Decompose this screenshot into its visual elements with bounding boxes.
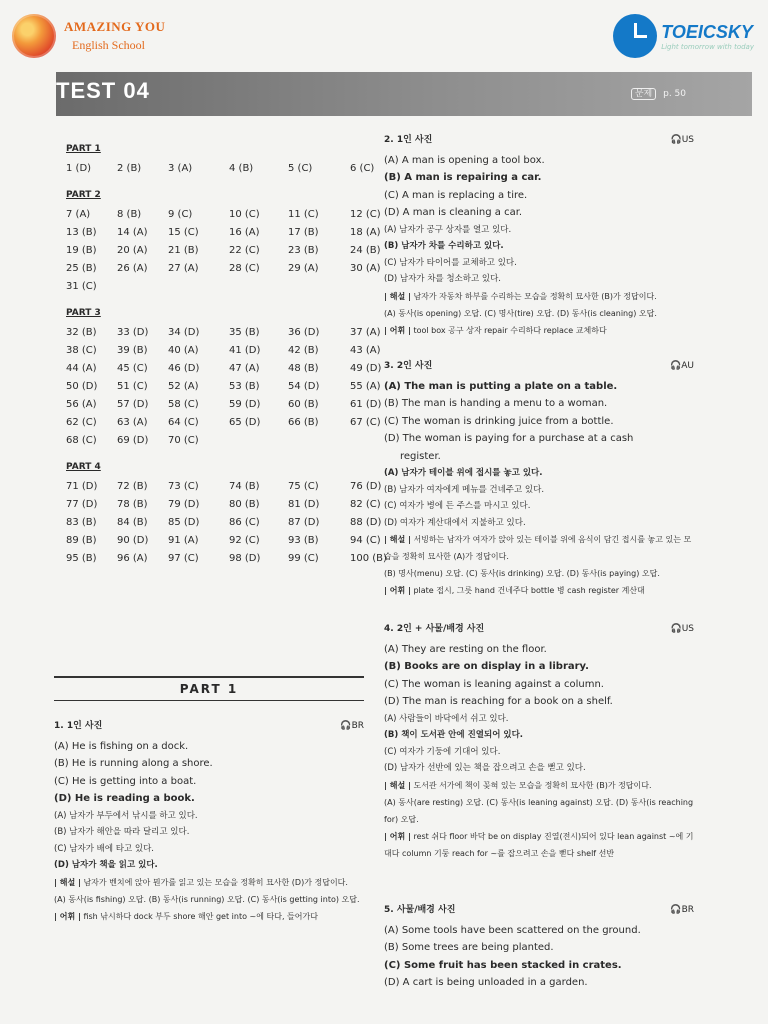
answer-item: 40 (A) bbox=[168, 345, 199, 356]
answer-item: 66 (B) bbox=[288, 417, 319, 428]
answer-item: 97 (C) bbox=[168, 553, 199, 564]
wrong-answers: (A) 동사(is fishing) 오답. (B) 동사(is running) 오답. (C) 동사(is getting into) 오답. bbox=[54, 894, 360, 904]
answer-item: 94 (C) bbox=[350, 535, 381, 546]
brand-name: TOEICSKY bbox=[661, 21, 753, 42]
answer-item: 47 (A) bbox=[229, 363, 260, 374]
answer-item: 69 (D) bbox=[117, 435, 149, 446]
option: (D) A man is cleaning a car. bbox=[384, 207, 523, 218]
option: (C) The woman is leaning against a column. bbox=[384, 678, 604, 690]
wrong-answers: (A) 동사(is opening) 오답. (C) 명사(tire) 오답. (D) 동사(is cleaning) 오답. bbox=[384, 308, 657, 318]
answer-item: 11 (C) bbox=[288, 209, 319, 220]
vocabulary: | 어휘 | rest 쉬다 floor 바닥 be on display 진열(전시)되어 있다 lean against ~에 기대다 column 기둥 reach for ~를 잡으려고 손을 뻗다 shelf 선반 bbox=[384, 831, 694, 858]
option: (A) Some tools have been scattered on the ground. bbox=[384, 924, 641, 936]
answer-item: 56 (A) bbox=[66, 399, 97, 410]
translation: (C) 여자가 병에 든 주스를 마시고 있다. bbox=[384, 501, 531, 511]
correct-option: (D) He is reading a book. bbox=[54, 793, 195, 804]
answer-item: 45 (C) bbox=[117, 363, 148, 374]
answer-item: 23 (B) bbox=[288, 245, 319, 256]
answer-item: 38 (C) bbox=[66, 345, 97, 356]
answer-item: 84 (B) bbox=[117, 517, 148, 528]
answer-key-part3 bbox=[66, 308, 382, 446]
answer-item: 57 (D) bbox=[117, 399, 149, 410]
answer-item: 99 (C) bbox=[288, 553, 319, 564]
option: (C) The woman is drinking juice from a bottle. bbox=[384, 415, 614, 427]
answer-item: 6 (C) bbox=[350, 163, 375, 174]
translation: (A) 남자가 공구 상자를 열고 있다. bbox=[384, 224, 512, 235]
answer-item: 39 (B) bbox=[117, 345, 148, 356]
answer-item: 85 (D) bbox=[168, 517, 200, 528]
answer-item: 4 (B) bbox=[229, 163, 254, 174]
option: (B) The man is handing a menu to a woman. bbox=[384, 398, 608, 409]
divider bbox=[54, 700, 364, 701]
answer-item: 14 (A) bbox=[117, 227, 148, 238]
answer-item: 12 (C) bbox=[350, 209, 381, 220]
explanation: | 해설 | 남자가 벤치에 앉아 뭔가를 읽고 있는 모습을 정확히 묘사한 (D)가 정답이다. bbox=[54, 877, 348, 887]
page-ref-number: p. 50 bbox=[663, 89, 686, 99]
option: (A) They are resting on the floor. bbox=[384, 643, 547, 655]
answer-item: 34 (D) bbox=[168, 327, 200, 338]
answer-item: 78 (B) bbox=[117, 499, 148, 510]
answer-item: 76 (D) bbox=[350, 481, 382, 492]
option: (C) He is getting into a boat. bbox=[54, 775, 197, 787]
speaker-accent: 🎧US bbox=[670, 624, 694, 634]
answer-item: 20 (A) bbox=[117, 245, 148, 256]
answer-item: 62 (C) bbox=[66, 417, 97, 428]
answer-item: 24 (B) bbox=[350, 245, 381, 256]
answer-item: 80 (B) bbox=[229, 499, 260, 510]
answer-item: 72 (B) bbox=[117, 481, 148, 492]
brand-logo bbox=[613, 14, 754, 58]
explanation: | 해설 | 남자가 자동차 하부를 수리하는 모습을 정확히 묘사한 (B)가 정답이다. bbox=[384, 291, 657, 301]
answer-item: 8 (B) bbox=[117, 209, 142, 220]
answer-item: 50 (D) bbox=[66, 381, 98, 392]
answer-item: 41 (D) bbox=[229, 345, 261, 356]
option: (B) Some trees are being planted. bbox=[384, 942, 554, 953]
answer-grid bbox=[66, 327, 382, 446]
translation: (C) 남자가 배에 타고 있다. bbox=[54, 843, 154, 854]
divider bbox=[54, 676, 364, 678]
section-title: PART 1 bbox=[179, 682, 239, 696]
question-3 bbox=[384, 358, 694, 599]
question-title: 2. 1인 사진 bbox=[384, 135, 433, 145]
answer-item: 17 (B) bbox=[288, 227, 319, 238]
answer-item: 30 (A) bbox=[350, 263, 381, 274]
speaker-accent: 🎧BR bbox=[670, 905, 694, 915]
answer-item: 19 (B) bbox=[66, 245, 97, 256]
answer-grid bbox=[66, 209, 381, 292]
translation-correct: (D) 남자가 책을 읽고 있다. bbox=[54, 860, 158, 870]
clock-icon bbox=[613, 14, 657, 58]
translation: (D) 남자가 선반에 있는 책을 잡으려고 손을 뻗고 있다. bbox=[384, 763, 586, 773]
question-title: 4. 2인 + 사물/배경 사진 bbox=[384, 624, 485, 634]
answer-item: 9 (C) bbox=[168, 209, 193, 220]
question-title: 3. 2인 사진 bbox=[384, 361, 433, 371]
option: (D) The man is reaching for a book on a shelf. bbox=[384, 696, 613, 707]
answer-item: 3 (A) bbox=[168, 163, 193, 174]
answer-item: 96 (A) bbox=[117, 553, 148, 564]
wrong-answers: (A) 동사(are resting) 오답. (C) 동사(is leaning against) 오답. (D) 동사(is reaching for) 오답. bbox=[384, 797, 694, 824]
translation-correct: (A) 남자가 테이블 위에 접시를 놓고 있다. bbox=[384, 468, 543, 478]
test-title-bar bbox=[56, 72, 752, 116]
answer-item: 10 (C) bbox=[229, 209, 260, 220]
answer-item: 92 (C) bbox=[229, 535, 260, 546]
answer-item: 42 (B) bbox=[288, 345, 319, 356]
answer-key bbox=[66, 144, 387, 580]
answer-item: 22 (C) bbox=[229, 245, 260, 256]
answer-item: 70 (C) bbox=[168, 435, 199, 446]
speaker-accent: 🎧US bbox=[670, 135, 694, 145]
answer-item: 93 (B) bbox=[288, 535, 319, 546]
answer-item: 77 (D) bbox=[66, 499, 98, 510]
question-2 bbox=[384, 132, 694, 339]
answer-item: 51 (C) bbox=[117, 381, 148, 392]
page-reference bbox=[631, 86, 686, 99]
answer-item bbox=[229, 435, 288, 446]
vocabulary: | 어휘 | plate 접시, 그릇 hand 건네주다 bottle 병 cash register 계산대 bbox=[384, 586, 645, 595]
answer-key-part4 bbox=[66, 462, 387, 564]
question-4 bbox=[384, 621, 694, 862]
answer-item: 43 (A) bbox=[350, 345, 381, 356]
translation: (B) 남자가 해안을 따라 달리고 있다. bbox=[54, 827, 190, 837]
answer-item: 48 (B) bbox=[288, 363, 319, 374]
translation: (B) 남자가 여자에게 메뉴를 건네주고 있다. bbox=[384, 484, 545, 495]
correct-option: (B) A man is repairing a car. bbox=[384, 172, 542, 183]
answer-item: 82 (C) bbox=[350, 499, 381, 510]
translation: (A) 사람들이 바닥에서 쉬고 있다. bbox=[384, 713, 509, 724]
question-5 bbox=[384, 902, 694, 992]
answer-item: 67 (C) bbox=[350, 417, 381, 428]
answer-item: 86 (C) bbox=[229, 517, 260, 528]
part-label: PART 1 bbox=[66, 144, 101, 154]
option: (A) He is fishing on a dock. bbox=[54, 740, 189, 752]
school-logo-icon bbox=[12, 14, 56, 58]
speaker-accent: 🎧AU bbox=[670, 361, 694, 371]
answer-item: 31 (C) bbox=[66, 281, 97, 292]
option: (D) A cart is being unloaded in a garden. bbox=[384, 977, 588, 988]
answer-key-part2 bbox=[66, 190, 381, 292]
vocabulary: | 어휘 | fish 낚시하다 dock 부두 shore 해안 get into ~에 타다, 들어가다 bbox=[54, 911, 318, 921]
answer-item: 58 (C) bbox=[168, 399, 199, 410]
answer-item: 75 (C) bbox=[288, 481, 319, 492]
answer-item: 52 (A) bbox=[168, 381, 199, 392]
answer-item: 27 (A) bbox=[168, 263, 199, 274]
answer-item: 71 (D) bbox=[66, 481, 98, 492]
answer-item: 36 (D) bbox=[288, 327, 320, 338]
answer-item: 2 (B) bbox=[117, 163, 142, 174]
answer-item: 21 (B) bbox=[168, 245, 199, 256]
answer-item: 1 (D) bbox=[66, 163, 92, 174]
answer-item: 73 (C) bbox=[168, 481, 199, 492]
answer-key-part1 bbox=[66, 144, 375, 174]
answer-item: 64 (C) bbox=[168, 417, 199, 428]
correct-option: (A) The man is putting a plate on a table. bbox=[384, 380, 618, 392]
part1-section-header bbox=[54, 676, 364, 701]
correct-option: (C) Some fruit has been stacked in crates. bbox=[384, 959, 622, 971]
answer-item: 74 (B) bbox=[229, 481, 260, 492]
option-continued: register. bbox=[400, 450, 441, 462]
brand-tagline: Light tomorrow with today bbox=[661, 42, 754, 51]
question-title: 5. 사물/배경 사진 bbox=[384, 905, 456, 915]
answer-item: 5 (C) bbox=[288, 163, 313, 174]
answer-item: 65 (D) bbox=[229, 417, 261, 428]
school-logo bbox=[12, 14, 165, 58]
answer-grid bbox=[66, 481, 387, 564]
answer-item: 25 (B) bbox=[66, 263, 97, 274]
answer-item: 33 (D) bbox=[117, 327, 149, 338]
translation: (A) 남자가 부두에서 낚시를 하고 있다. bbox=[54, 810, 198, 821]
part-label: PART 4 bbox=[66, 462, 101, 472]
page-header bbox=[0, 0, 768, 72]
translation-correct: (B) 책이 도서관 안에 진열되어 있다. bbox=[384, 730, 524, 740]
answer-item: 91 (A) bbox=[168, 535, 199, 546]
answer-item: 63 (A) bbox=[117, 417, 148, 428]
answer-item: 98 (D) bbox=[229, 553, 261, 564]
translation: (C) 남자가 타이어를 교체하고 있다. bbox=[384, 257, 517, 268]
answer-item: 44 (A) bbox=[66, 363, 97, 374]
test-title: TEST 04 bbox=[56, 78, 150, 103]
answer-item: 29 (A) bbox=[288, 263, 319, 274]
translation: (D) 남자가 차를 청소하고 있다. bbox=[384, 274, 502, 284]
part-label: PART 3 bbox=[66, 308, 101, 318]
answer-item: 26 (A) bbox=[117, 263, 148, 274]
translation: (D) 여자가 계산대에서 지불하고 있다. bbox=[384, 517, 526, 528]
answer-item: 100 (B) bbox=[350, 553, 387, 564]
answer-item: 59 (D) bbox=[229, 399, 261, 410]
answer-item: 95 (B) bbox=[66, 553, 97, 564]
answer-item: 88 (D) bbox=[350, 517, 382, 528]
explanation: | 해설 | 도서관 서가에 책이 꽂혀 있는 모습을 정확히 묘사한 (B)가 정답이다. bbox=[384, 780, 652, 790]
answer-item: 32 (B) bbox=[66, 327, 97, 338]
correct-option: (B) Books are on display in a library. bbox=[384, 661, 589, 672]
answer-item: 7 (A) bbox=[66, 209, 91, 220]
option: (A) A man is opening a tool box. bbox=[384, 154, 545, 166]
school-subtitle: English School bbox=[72, 37, 146, 52]
page-ref-box: 문제 bbox=[631, 88, 656, 100]
school-name: AMAZING YOU bbox=[64, 18, 166, 34]
option: (C) A man is replacing a tire. bbox=[384, 189, 528, 201]
answer-item: 54 (D) bbox=[288, 381, 320, 392]
answer-item: 89 (B) bbox=[66, 535, 97, 546]
answer-item: 55 (A) bbox=[350, 381, 381, 392]
answer-item: 37 (A) bbox=[350, 327, 381, 338]
answer-item: 15 (C) bbox=[168, 227, 199, 238]
answer-item: 68 (C) bbox=[66, 435, 97, 446]
answer-item: 87 (D) bbox=[288, 517, 320, 528]
answer-item: 35 (B) bbox=[229, 327, 260, 338]
answer-item: 60 (B) bbox=[288, 399, 319, 410]
translation: (C) 여자가 기둥에 기대어 있다. bbox=[384, 746, 501, 757]
answer-item: 46 (D) bbox=[168, 363, 200, 374]
speaker-accent: 🎧BR bbox=[340, 721, 364, 731]
explanation: | 해설 | 서빙하는 남자가 여자가 앉아 있는 테이블 위에 음식이 담긴 접시를 놓고 있는 모습을 정확히 묘사한 (A)가 정답이다. bbox=[384, 535, 692, 561]
wrong-answers: (B) 명사(menu) 오답. (C) 동사(is drinking) 오답. (D) 동사(is paying) 오답. bbox=[384, 569, 660, 578]
answer-grid bbox=[66, 163, 375, 174]
part-label: PART 2 bbox=[66, 190, 101, 200]
answer-item: 79 (D) bbox=[168, 499, 200, 510]
answer-item: 90 (D) bbox=[117, 535, 149, 546]
vocabulary: | 어휘 | tool box 공구 상자 repair 수리하다 replace 교체하다 bbox=[384, 325, 607, 335]
option: (B) He is running along a shore. bbox=[54, 758, 213, 769]
option: (D) The woman is paying for a purchase at a cash bbox=[384, 433, 634, 444]
answer-item: 18 (A) bbox=[350, 227, 381, 238]
question-title: 1. 1인 사진 bbox=[54, 721, 103, 731]
answer-item: 83 (B) bbox=[66, 517, 97, 528]
answer-item: 49 (D) bbox=[350, 363, 382, 374]
question-1 bbox=[54, 718, 364, 925]
translation-correct: (B) 남자가 차를 수리하고 있다. bbox=[384, 241, 504, 251]
answer-item: 53 (B) bbox=[229, 381, 260, 392]
answer-item: 13 (B) bbox=[66, 227, 97, 238]
answer-item: 16 (A) bbox=[229, 227, 260, 238]
answer-item: 28 (C) bbox=[229, 263, 260, 274]
answer-item: 61 (D) bbox=[350, 399, 382, 410]
answer-item: 81 (D) bbox=[288, 499, 320, 510]
